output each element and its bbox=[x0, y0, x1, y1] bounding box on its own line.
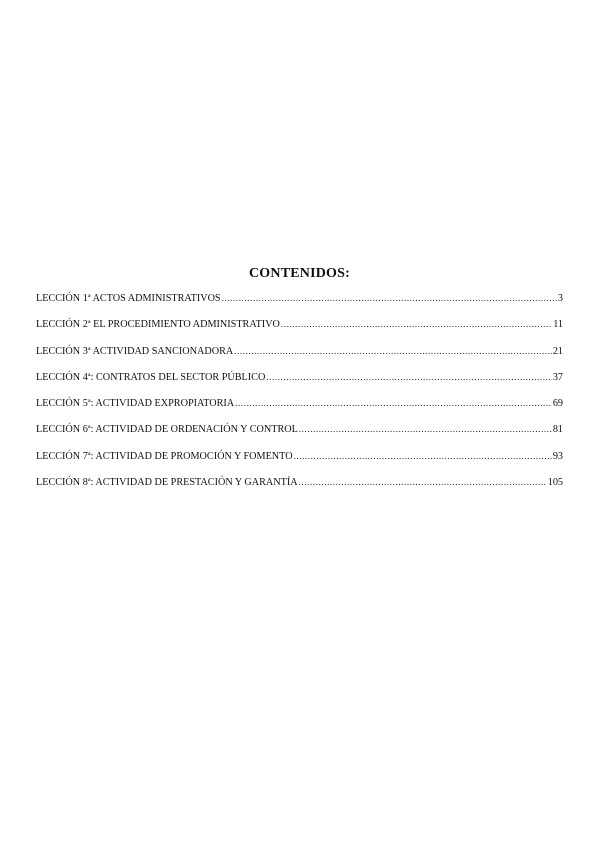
toc-entry-label: LECCIÓN 1ª ACTOS ADMINISTRATIVOS bbox=[36, 293, 221, 304]
toc-entry[interactable] bbox=[36, 448, 563, 474]
toc-entry-page: 3 bbox=[557, 293, 563, 304]
table-of-contents bbox=[36, 290, 563, 500]
toc-entry-page: 81 bbox=[552, 424, 563, 436]
toc-entry[interactable] bbox=[36, 395, 563, 421]
toc-entry-label: LECCIÓN 8ª: ACTIVIDAD DE PRESTACIÓN Y GARANTÍA bbox=[36, 477, 298, 489]
toc-entry-label: LECCIÓN 4ª: CONTRATOS DEL SECTOR PÚBLICO bbox=[36, 371, 266, 383]
toc-entry-page: 37 bbox=[552, 371, 563, 383]
toc-entry-label: LECCIÓN 3ª ACTIVIDAD SANCIONADORA bbox=[36, 345, 234, 357]
toc-entry-label: LECCIÓN 7ª: ACTIVIDAD DE PROMOCIÓN Y FOMENTO bbox=[36, 450, 293, 462]
toc-dot-leader bbox=[299, 421, 552, 437]
toc-entry-label: LECCIÓN 6ª: ACTIVIDAD DE ORDENACIÓN Y CONTROL bbox=[36, 424, 298, 436]
toc-entry-page: 69 bbox=[552, 398, 563, 410]
toc-entry[interactable] bbox=[36, 290, 563, 316]
toc-entry-page: 21 bbox=[552, 345, 563, 357]
toc-entry-page: 93 bbox=[552, 450, 563, 462]
toc-entry[interactable] bbox=[36, 316, 563, 342]
toc-title: CONTENIDOS: bbox=[249, 266, 350, 281]
toc-dot-leader bbox=[299, 474, 547, 490]
toc-entry[interactable] bbox=[36, 343, 563, 369]
toc-entry[interactable] bbox=[36, 474, 563, 500]
toc-dot-leader bbox=[294, 448, 552, 464]
toc-entry-page: 11 bbox=[553, 319, 563, 331]
toc-entry-page: 105 bbox=[547, 477, 563, 489]
toc-dot-leader bbox=[281, 316, 552, 332]
toc-dot-leader bbox=[235, 395, 552, 411]
toc-dot-leader bbox=[234, 343, 552, 359]
toc-entry-label: LECCIÓN 2ª EL PROCEDIMIENTO ADMINISTRATIVO bbox=[36, 319, 280, 331]
toc-entry[interactable] bbox=[36, 369, 563, 395]
toc-entry-label: LECCIÓN 5ª: ACTIVIDAD EXPROPIATORIA bbox=[36, 398, 235, 410]
toc-dot-leader bbox=[266, 369, 552, 385]
toc-dot-leader bbox=[222, 290, 557, 306]
toc-entry[interactable] bbox=[36, 421, 563, 447]
